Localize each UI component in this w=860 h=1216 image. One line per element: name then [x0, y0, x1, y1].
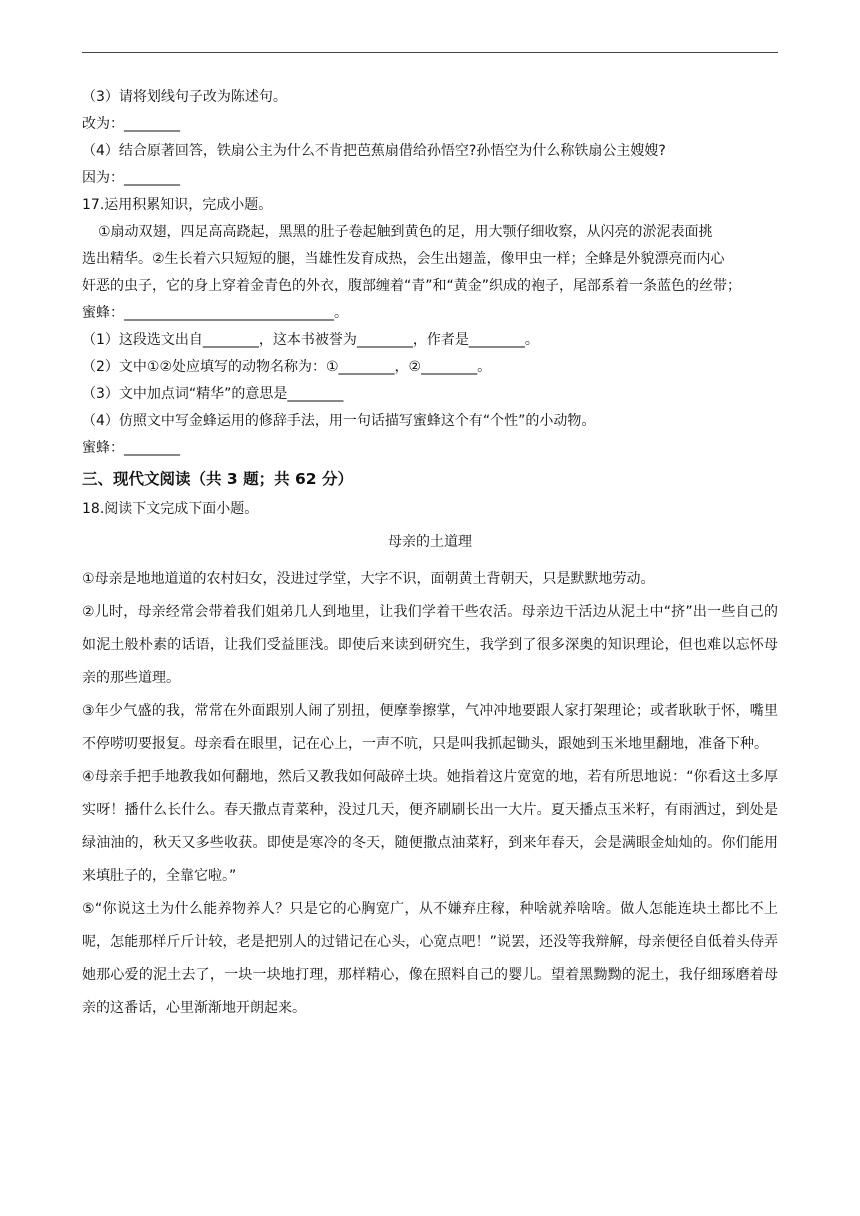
article-paragraph-1: ①母亲是地地道道的农村妇女，没进过学堂，大字不识，面朝黄土背朝天，只是默默地劳动。 — [82, 571, 655, 587]
q17-sub3: （3）文中加点词“精华”的意思是________ — [82, 386, 344, 402]
article-title: 母亲的土道理 — [388, 534, 472, 550]
q16-sub4-answer: 因为：________ — [82, 170, 180, 186]
header-rule — [82, 52, 778, 53]
q17-passage-line-4: 蜜蜂：______________________________。 — [82, 305, 348, 321]
q17-header: 17.运用积累知识，完成小题。 — [82, 197, 273, 213]
q17-sub2: （2）文中①②处应填写的动物名称为：①________，②________。 — [82, 359, 492, 375]
q17-passage-line-1: ①扇动双翅，四足高高跷起，黑黑的肚子卷起触到黄色的足，用大颚仔细收察，从闪亮的淤泥表面挑 — [98, 224, 713, 240]
section-3-heading: 三、现代文阅读（共 3 题；共 62 分） — [82, 470, 353, 488]
article-paragraph-5: ⑤“你说这土为什么能养物养人？只是它的心胸宽广，从不嫌弃庄稼，种啥就养啥啥。做人怎能连块土都比不上呢，怎能那样斤斤计较，老是把别人的过错记在心头，心宽点吧！”说罢，还没等我辩解，母亲便径自低着头侍弄她那心爱的泥土去了，一块一块地打理，那样精心，像在照料自己的婴儿。望着黑黝黝的泥土，我仔细琢磨着母亲的这番话，心里渐渐地开朗起来。 — [82, 901, 778, 1016]
q17-passage-line-3: 奸恶的虫子，它的身上穿着金青色的外衣，腹部缠着“青”和“黄金”织成的袍子，尾部系着一条蓝色的丝带； — [82, 278, 742, 294]
article-paragraph-2: ②儿时，母亲经常会带着我们姐弟几人到地里，让我们学着干些农活。母亲边干活边从泥土中“挤”出一些自己的如泥土般朴素的话语，让我们受益匪浅。即使后来读到研究生，我学到了很多深奥的知识理论，但也难以忘怀母亲的那些道理。 — [82, 604, 778, 686]
q16-sub4: （4）结合原著回答，铁扇公主为什么不肯把芭蕉扇借给孙悟空?孙悟空为什么称铁扇公主嫂嫂? — [82, 143, 666, 159]
q16-sub3-answer: 改为：________ — [82, 116, 180, 132]
article-paragraph-3: ③年少气盛的我，常常在外面跟别人闹了别扭，便摩拳擦掌，气冲冲地要跟人家打架理论；或者耿耿于怀，嘴里不停唠叨要报复。母亲看在眼里，记在心上，一声不吭，只是叫我抓起锄头，跟她到玉米地里翻地，准备下种。 — [82, 703, 778, 752]
exam-page-content — [82, 84, 778, 1025]
q17-passage-line-2: 选出精华。②生长着六只短短的腿，当雄性发育成热，会生出翅盖，像甲虫一样；全蜂是外貌漂亮而内心 — [82, 251, 725, 267]
article-paragraph-4: ④母亲手把手地教我如何翻地，然后又教我如何敲碎土块。她指着这片宽宽的地，若有所思地说：“你看这土多厚实呀！播什么长什么。春天撒点青菜种，没过几天，便齐刷刷长出一大片。夏天播点玉米籽，有雨洒过，到处是绿油油的，秋天又多些收获。即使是寒冷的冬天，随便撒点油菜籽，到来年春天，会是满眼金灿灿的。你们能用来填肚子的，全靠它啦。” — [82, 769, 778, 884]
q17-sub4: （4）仿照文中写金蜂运用的修辞手法，用一句话描写蜜蜂这个有“个性”的小动物。 — [82, 413, 596, 429]
q17-sub4-answer: 蜜蜂：________ — [82, 440, 180, 456]
q17-sub1: （1）这段选文出自________，这本书被誉为________，作者是________。 — [82, 332, 539, 348]
q16-sub3: （3）请将划线句子改为陈述句。 — [82, 89, 287, 105]
q18-header: 18.阅读下文完成下面小题。 — [82, 501, 259, 517]
